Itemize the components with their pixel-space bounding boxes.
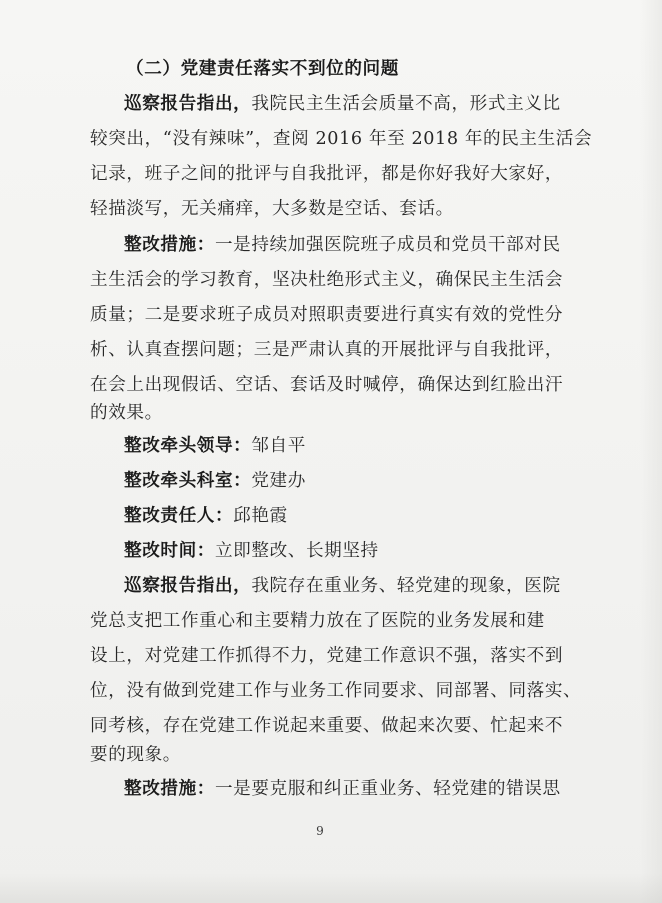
paragraph-label: 巡察报告指出，	[124, 575, 252, 596]
paragraph-line	[124, 233, 561, 257]
section-heading: （二）党建责任落实不到位的问题	[126, 58, 399, 79]
paragraph-line: 同考核，存在党建工作说起来重要、做起来次要、忙起来不	[90, 716, 564, 736]
rectification-time	[124, 539, 379, 563]
paragraph-line: 主生活会的学习教育，坚决杜绝形式主义，确保民主生活会	[90, 270, 564, 290]
paragraph-line: 较突出，“没有辣味”，查阅 2016 年至 2018 年的民主生活会	[90, 129, 593, 149]
page-number: 9	[316, 824, 324, 838]
paragraph-label: 巡察报告指出，	[124, 93, 252, 114]
paragraph-line	[124, 92, 561, 116]
rectification-leader	[124, 434, 306, 458]
paragraph-line: 的效果。	[90, 403, 163, 423]
paragraph-line: 位，没有做到党建工作与业务工作同要求、同部署、同落实、	[90, 681, 582, 701]
paragraph-text: 我院存在重业务、轻党建的现象，医院	[251, 576, 561, 596]
paragraph-text: 我院民主生活会质量不高，形式主义比	[251, 94, 561, 114]
paragraph-line	[124, 574, 561, 598]
rectification-department	[124, 469, 306, 493]
paragraph-line: 质量；二是要求班子成员对照职责要进行真实有效的党性分	[90, 305, 564, 325]
paragraph-line: 设上，对党建工作抓得不力，党建工作意识不强，落实不到	[90, 646, 564, 666]
paragraph-line: 要的现象。	[90, 745, 181, 765]
item-value: 邱艳霞	[233, 506, 288, 526]
paragraph-label: 整改措施：	[124, 234, 215, 255]
item-value: 党建办	[251, 471, 306, 491]
item-label: 整改牵头科室：	[124, 470, 252, 491]
paragraph-line: 记录，班子之间的批评与自我批评，都是你好我好大家好，	[90, 164, 564, 184]
paragraph-text: 一是持续加强医院班子成员和党员干部对民	[214, 235, 561, 255]
rectification-responsible	[124, 504, 288, 528]
paragraph-line: 在会上出现假话、空话、套话及时喊停，确保达到红脸出汗	[90, 375, 564, 395]
item-label: 整改责任人：	[124, 505, 234, 526]
paragraph-line	[124, 777, 561, 801]
item-value: 立即整改、长期坚持	[214, 541, 379, 561]
item-value: 邹自平	[251, 436, 306, 456]
item-label: 整改牵头领导：	[124, 435, 252, 456]
item-label: 整改时间：	[124, 540, 215, 561]
paragraph-line: 析、认真查摆问题；三是严肃认真的开展批评与自我批评，	[90, 340, 564, 360]
paragraph-label: 整改措施：	[124, 778, 215, 799]
paragraph-text: 一是要克服和纠正重业务、轻党建的错误思	[214, 779, 561, 799]
paragraph-line: 轻描淡写，无关痛痒，大多数是空话、套话。	[90, 199, 454, 219]
paragraph-line: 党总支把工作重心和主要精力放在了医院的业务发展和建	[90, 611, 545, 631]
scan-shadow-bottom	[0, 873, 662, 903]
scan-shadow-right	[640, 0, 662, 903]
